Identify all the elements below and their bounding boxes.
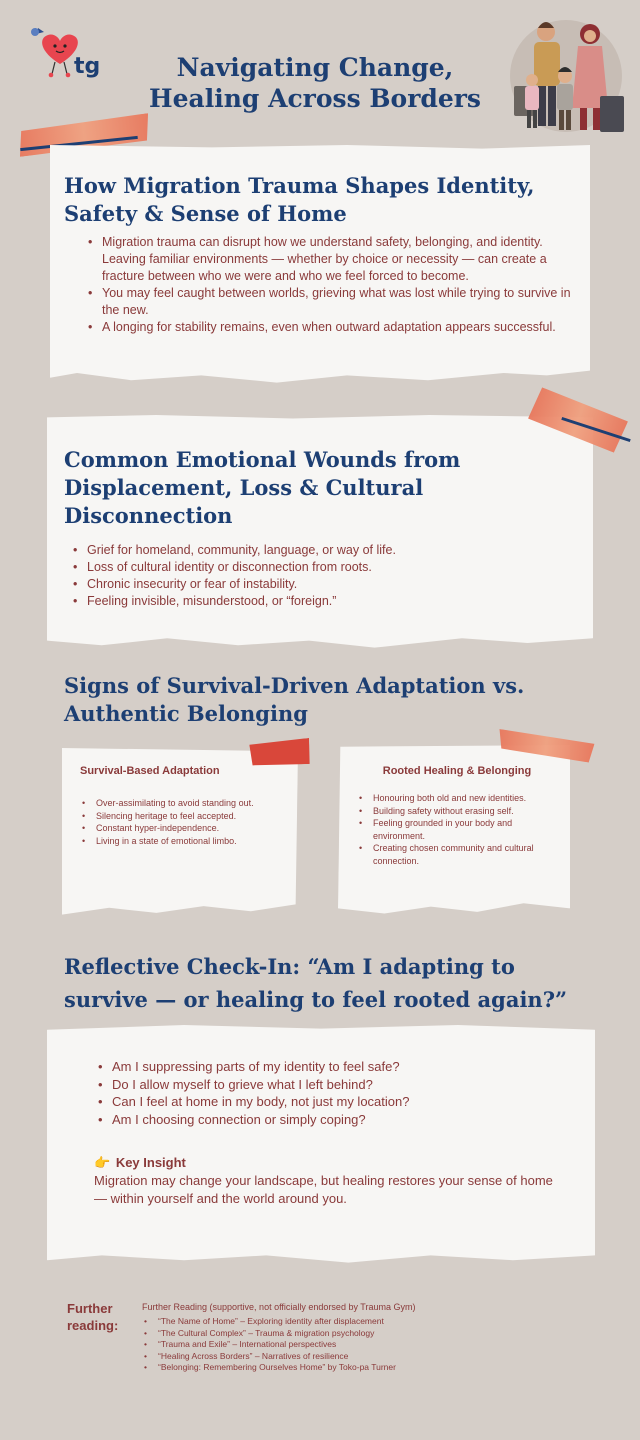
list-item: • Can I feel at home in my body, not just my location? xyxy=(112,1093,572,1111)
heart-logo-icon xyxy=(22,24,102,84)
list-item: • Chronic insecurity or fear of instability. xyxy=(87,576,557,593)
reading-item: • “Healing Across Borders” – Narratives of resilience xyxy=(158,1351,578,1363)
further-reading-label: Further reading: xyxy=(67,1301,119,1333)
list-item: • Grief for homeland, community, language, or way of life. xyxy=(87,542,557,559)
list-item: • Honouring both old and new identities. xyxy=(373,792,553,805)
list-item: • Over-assimilating to avoid standing out. xyxy=(96,797,276,810)
further-reading-list xyxy=(158,1316,578,1374)
emotional-wounds-list xyxy=(87,542,557,610)
card-title-rooted: Rooted Healing & Belonging xyxy=(382,765,532,777)
section-heading-emotional-wounds: Common Emotional Wounds from Displacement, Loss & Cultural Disconnection xyxy=(64,447,461,528)
list-item: • Feeling invisible, misunderstood, or “foreign.” xyxy=(87,593,557,610)
key-insight-text: Migration may change your landscape, but healing restores your sense of home — within yourself and the world around you. xyxy=(94,1173,553,1206)
rooted-healing-list xyxy=(373,792,553,867)
section-heading-reflective-check-in: Reflective Check-In: “Am I adapting to survive — or healing to feel rooted again?” xyxy=(64,954,568,1012)
reading-item: • “Belonging: Remembering Ourselves Home” by Toko-pa Turner xyxy=(158,1362,578,1374)
section-heading-migration-trauma: How Migration Trauma Shapes Identity, Safety & Sense of Home xyxy=(64,173,535,226)
list-item: • Feeling grounded in your body and environment. xyxy=(373,817,553,842)
further-reading-intro: Further Reading (supportive, not officially endorsed by Trauma Gym) xyxy=(142,1302,416,1312)
list-item: • Living in a state of emotional limbo. xyxy=(96,835,276,848)
section-heading-adaptation-vs-belonging: Signs of Survival-Driven Adaptation vs. Authentic Belonging xyxy=(64,673,525,726)
survival-adaptation-list xyxy=(96,797,276,847)
reading-item: • “The Cultural Complex” – Trauma & migration psychology xyxy=(158,1328,578,1340)
list-item: • Building safety without erasing self. xyxy=(373,805,553,818)
list-item: • Do I allow myself to grieve what I left behind? xyxy=(112,1076,572,1094)
card-title-survival: Survival-Based Adaptation xyxy=(80,765,220,777)
page-title: Navigating Change, Healing Across Borders xyxy=(148,53,481,113)
migrant-family-illustration xyxy=(508,14,630,138)
list-item: • A longing for stability remains, even when outward adaptation appears successful. xyxy=(102,319,572,336)
list-item: • Creating chosen community and cultural connection. xyxy=(373,842,553,867)
pointing-hand-icon: 👉 xyxy=(94,1155,111,1170)
logo-text: tg xyxy=(74,54,101,79)
list-item: • Loss of cultural identity or disconnection from roots. xyxy=(87,559,557,576)
reading-item: • “Trauma and Exile” – International perspectives xyxy=(158,1339,578,1351)
list-item: • Silencing heritage to feel accepted. xyxy=(96,810,276,823)
list-item: • You may feel caught between worlds, grieving what was lost while trying to survive in the new. xyxy=(102,285,572,319)
reading-item: • “The Name of Home” – Exploring identity after displacement xyxy=(158,1316,578,1328)
list-item: • Constant hyper-independence. xyxy=(96,822,276,835)
list-item: • Am I choosing connection or simply coping? xyxy=(112,1111,572,1129)
key-insight-label: Key Insight xyxy=(115,1155,186,1170)
decorative-tape xyxy=(249,738,311,768)
migration-trauma-list xyxy=(102,234,572,336)
reflective-questions-list xyxy=(112,1058,572,1128)
key-insight-title xyxy=(94,1155,186,1171)
list-item: • Am I suppressing parts of my identity to feel safe? xyxy=(112,1058,572,1076)
list-item: • Migration trauma can disrupt how we understand safety, belonging, and identity. Leaving familiar environments — whether by choice or necessity — can create a fracture between who we were and who we feel forced to become. xyxy=(102,234,572,285)
